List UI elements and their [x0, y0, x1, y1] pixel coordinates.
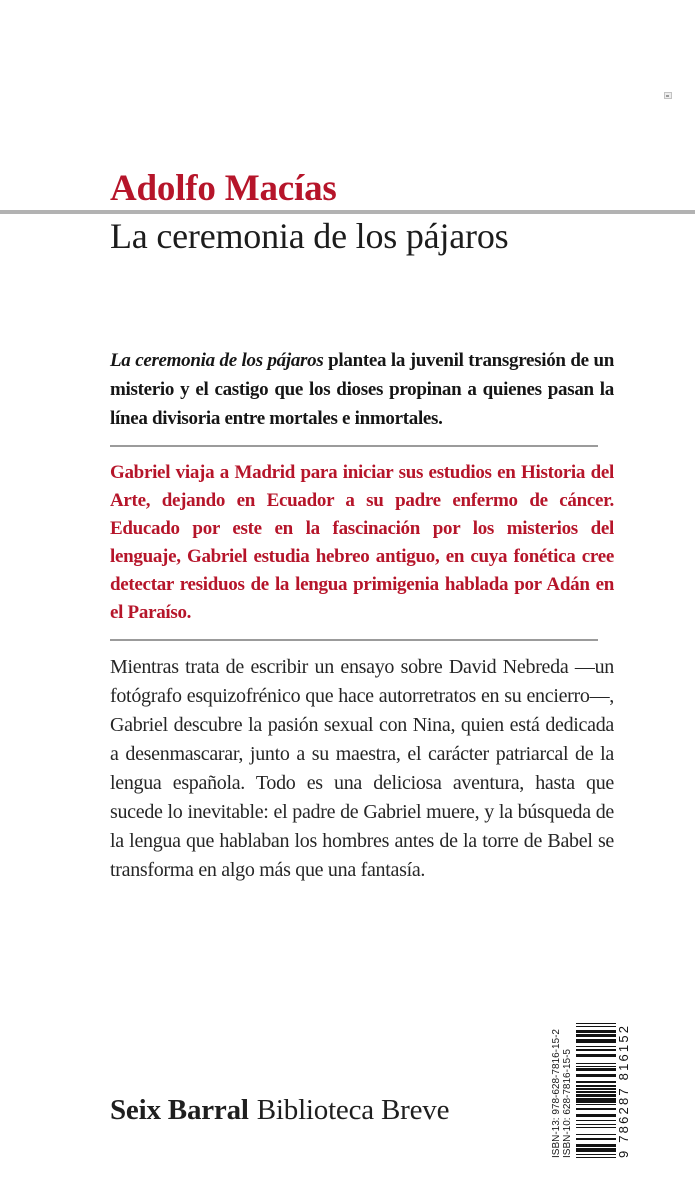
isbn-barcode-block — [551, 1008, 631, 1160]
isbn13-text: ISBN-13: 978-628-7816-15-2 — [551, 1029, 562, 1158]
author-name: Adolfo Macías — [110, 168, 337, 209]
inline-book-title-italic: La ceremonia de los pájaros — [110, 350, 324, 371]
imprint-name: Seix Barral — [110, 1094, 249, 1126]
synopsis-intro-paragraph — [110, 346, 614, 433]
section-divider-rule-bottom — [110, 639, 598, 641]
ean13-bars — [576, 1022, 616, 1158]
synopsis-column — [110, 346, 614, 885]
synopsis-intro-text: plantea la juvenil transgresión de un misterio y el castigo que los dioses propinan a quienes pasan la línea divisoria entre mortales e inmortales. — [110, 350, 614, 429]
barcode-digits: 9 786287 816152 — [616, 1023, 631, 1158]
isbn10-text: ISBN-10: 628-7816-15-5 — [562, 1049, 573, 1158]
header-divider-rule — [0, 210, 695, 214]
synopsis-body-paragraph: Mientras trata de escribir un ensayo sobre David Nebreda —un fotógrafo esquizofrénico que hace autorretratos en su encierro—, Gabriel descubre la pasión sexual con Nina, quien está dedicada a desenmascarar, junto a su maestra, el carácter patriarcal de la lengua española. Todo es una deliciosa aventura, hasta que sucede lo inevitable: el padre de Gabriel muere, y la búsqueda de la lengua que hablaban los hombres antes de la torre de Babel se transforma en algo más que una fantasía. — [110, 656, 614, 881]
isbn-barcode-rotated — [551, 1008, 631, 1158]
print-mark — [664, 92, 672, 99]
book-title: La ceremonia de los pájaros — [110, 216, 509, 256]
collection-name: Biblioteca Breve — [256, 1094, 450, 1126]
publisher-line — [110, 1094, 449, 1127]
synopsis-highlight-paragraph: Gabriel viaja a Madrid para iniciar sus estudios en Historia del Arte, dejando en Ecuador a su padre enfermo de cáncer. Educado por este en la fascinación por los misterios del lenguaje, Gabriel estudia hebreo antiguo, en cuya fonética cree detectar residuos de la lengua primigenia hablada por Adán en el Paraíso. — [110, 462, 614, 623]
section-divider-rule-top — [110, 445, 598, 447]
